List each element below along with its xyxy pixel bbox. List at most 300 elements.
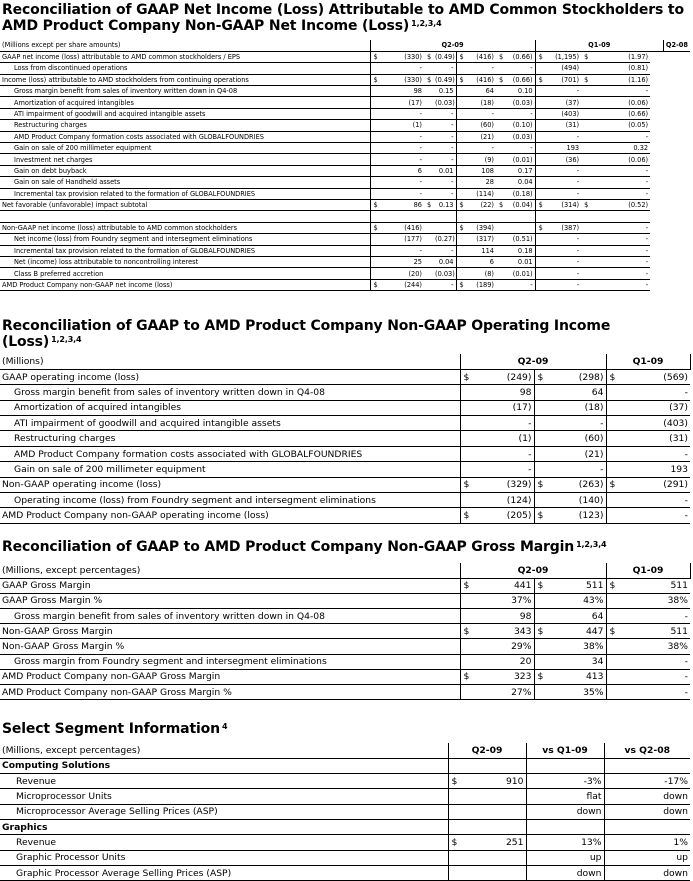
- currency-symbol: [370, 154, 379, 165]
- currency-symbol: [496, 256, 505, 267]
- row-value: (244): [379, 279, 424, 290]
- row-value: (0.18): [505, 188, 535, 199]
- period-header: Q1-09: [606, 354, 690, 369]
- row-value: (37): [616, 400, 690, 415]
- row-value: -: [544, 256, 581, 267]
- row-label: Graphic Processor Units: [0, 850, 448, 865]
- group-name: Graphics: [0, 819, 448, 834]
- table-row: [0, 865, 690, 880]
- table-row: [0, 416, 690, 431]
- row-label: Revenue: [0, 835, 448, 850]
- row-value: -: [433, 63, 456, 74]
- row-value: -: [544, 268, 581, 279]
- row-value: (123): [544, 508, 606, 523]
- row-value: (205): [470, 508, 534, 523]
- row-label: Income (loss) attributable to AMD stockholders from continuing operations: [0, 74, 370, 85]
- row-value: 108: [465, 165, 496, 176]
- currency-symbol: [534, 609, 544, 624]
- row-value: 0.01: [433, 165, 456, 176]
- currency-symbol: $: [460, 578, 470, 593]
- group-spacer: [448, 819, 460, 834]
- row-value: up: [604, 850, 690, 865]
- row-value: (329): [470, 477, 534, 492]
- row-value: (0.27): [435, 235, 455, 244]
- row-label: AMD Product Company non-GAAP net income (loss): [0, 279, 370, 290]
- row-value: -: [379, 154, 424, 165]
- currency-symbol: [534, 431, 544, 446]
- currency-symbol: [581, 177, 590, 188]
- currency-symbol: [448, 804, 460, 819]
- row-value: -: [379, 245, 424, 256]
- currency-symbol: [370, 211, 379, 222]
- row-label: Operating income (loss) from Foundry segment and intersegment eliminations: [0, 493, 460, 508]
- net-income-title: [2, 2, 692, 34]
- row-value: 114: [465, 245, 496, 256]
- row-value: (177): [379, 234, 424, 245]
- row-label: Restructuring charges: [0, 120, 370, 131]
- currency-symbol: $: [534, 624, 544, 639]
- currency-symbol: [460, 493, 470, 508]
- currency-symbol: $: [460, 477, 470, 492]
- row-value: -: [433, 279, 456, 290]
- row-value: -: [470, 446, 534, 461]
- operating-income-title-line2: (Loss): [2, 334, 50, 350]
- table-row: [0, 593, 690, 608]
- row-value: -: [433, 245, 456, 256]
- table-row: [0, 578, 690, 593]
- row-value: (0.66): [590, 108, 650, 119]
- currency-symbol: [606, 609, 616, 624]
- currency-symbol: [496, 279, 505, 290]
- row-value: 413: [544, 669, 606, 684]
- currency-symbol: [581, 234, 590, 245]
- table-row: [0, 462, 690, 477]
- row-label: GAAP Gross Margin: [0, 578, 460, 593]
- currency-symbol: $: [424, 74, 433, 85]
- currency-symbol: [581, 86, 590, 97]
- row-label: GAAP Gross Margin %: [0, 593, 460, 608]
- group-row: [0, 819, 690, 834]
- row-value: (17): [470, 400, 534, 415]
- group-spacer: [460, 758, 526, 773]
- row-value: (387): [544, 222, 581, 233]
- row-value: 0.04: [433, 256, 456, 267]
- row-value: flat: [526, 789, 604, 804]
- currency-symbol: [370, 165, 379, 176]
- currency-symbol: $: [456, 199, 465, 210]
- row-value: 0.18: [505, 245, 535, 256]
- table-row: [0, 97, 690, 108]
- row-value: (298): [544, 369, 606, 384]
- row-value: (0.66): [505, 74, 535, 85]
- currency-symbol: $: [448, 774, 460, 789]
- currency-symbol: [370, 86, 379, 97]
- row-value: 0.10: [505, 86, 535, 97]
- currency-symbol: [496, 222, 505, 233]
- currency-symbol: [460, 685, 470, 700]
- currency-symbol: [424, 120, 433, 131]
- row-value: down: [604, 865, 690, 880]
- currency-symbol: $: [370, 279, 379, 290]
- row-value: -: [590, 245, 650, 256]
- row-label: GAAP net income (loss) attributable to AMD common stockholders / EPS: [0, 51, 370, 62]
- row-label: Investment net charges: [0, 154, 370, 165]
- currency-symbol: [456, 131, 465, 142]
- row-value: [379, 211, 424, 222]
- currency-symbol: [535, 97, 544, 108]
- currency-symbol: [606, 446, 616, 461]
- currency-symbol: $: [448, 835, 460, 850]
- table-row: [0, 609, 690, 624]
- row-value: -: [616, 685, 690, 700]
- currency-symbol: [456, 165, 465, 176]
- row-label: Non-GAAP operating income (loss): [0, 477, 460, 492]
- row-value: (0.01): [505, 154, 535, 165]
- period-header: Q2-09: [448, 743, 526, 758]
- row-value: -: [470, 462, 534, 477]
- currency-symbol: [370, 108, 379, 119]
- row-value: [465, 211, 496, 222]
- row-value: -: [590, 279, 650, 290]
- row-value: 0.17: [505, 165, 535, 176]
- currency-symbol: [456, 256, 465, 267]
- currency-symbol: [424, 165, 433, 176]
- currency-symbol: [456, 97, 465, 108]
- currency-symbol: $: [460, 669, 470, 684]
- currency-symbol: [496, 245, 505, 256]
- row-value: -: [590, 131, 650, 142]
- currency-symbol: [581, 154, 590, 165]
- row-value: down: [526, 865, 604, 880]
- period-header: Q2-09: [460, 563, 606, 578]
- row-value: (0.06): [590, 97, 650, 108]
- table-row: [0, 789, 690, 804]
- row-value: -: [616, 385, 690, 400]
- table-row: [0, 624, 690, 639]
- currency-symbol: [370, 234, 379, 245]
- currency-symbol: [456, 120, 465, 131]
- row-label: AMD Product Company formation costs associated with GLOBALFOUNDRIES: [0, 131, 370, 142]
- table-row: [0, 369, 690, 384]
- currency-symbol: $: [606, 578, 616, 593]
- row-value: -: [505, 279, 535, 290]
- row-value: (330): [379, 51, 424, 62]
- currency-symbol: [581, 245, 590, 256]
- currency-symbol: [534, 462, 544, 477]
- group-spacer: [448, 758, 460, 773]
- operating-income-table: [0, 354, 690, 524]
- table-row: [0, 131, 690, 142]
- row-value: (0.05): [590, 120, 650, 131]
- row-value: 0.15: [433, 86, 456, 97]
- currency-symbol: [535, 245, 544, 256]
- currency-symbol: [496, 120, 505, 131]
- row-value: (263): [544, 477, 606, 492]
- row-value: (20): [379, 268, 424, 279]
- currency-symbol: [535, 211, 544, 222]
- segment-table: [0, 743, 690, 881]
- row-value: -: [433, 154, 456, 165]
- row-value: 447: [544, 624, 606, 639]
- table-row: [0, 234, 690, 245]
- row-value: (17): [379, 97, 424, 108]
- period-header: Q2-08: [663, 40, 690, 51]
- table-row: [0, 165, 690, 176]
- currency-symbol: [460, 385, 470, 400]
- row-value: -: [433, 131, 456, 142]
- row-value: down: [604, 804, 690, 819]
- table-row: [0, 120, 690, 131]
- currency-symbol: [460, 416, 470, 431]
- row-value: (0.04): [505, 199, 535, 210]
- currency-symbol: [581, 256, 590, 267]
- row-label: Gross margin benefit from sales of inventory written down in Q4-08: [0, 385, 460, 400]
- table-row: [0, 669, 690, 684]
- currency-symbol: [496, 188, 505, 199]
- currency-symbol: [606, 654, 616, 669]
- units-label: (Millions, except percentages): [0, 743, 448, 758]
- currency-symbol: $: [456, 279, 465, 290]
- row-value: -: [616, 493, 690, 508]
- currency-symbol: [581, 188, 590, 199]
- currency-symbol: $: [535, 74, 544, 85]
- currency-symbol: [496, 268, 505, 279]
- row-value: 6: [379, 165, 424, 176]
- currency-symbol: [581, 108, 590, 119]
- currency-symbol: [581, 279, 590, 290]
- currency-symbol: $: [534, 477, 544, 492]
- currency-symbol: [535, 143, 544, 154]
- row-value: -: [465, 63, 496, 74]
- row-value: [433, 211, 456, 222]
- row-value: 98: [379, 86, 424, 97]
- currency-symbol: [535, 154, 544, 165]
- currency-symbol: [456, 63, 465, 74]
- row-value: down: [526, 804, 604, 819]
- row-value: 25: [379, 256, 424, 267]
- currency-symbol: [581, 143, 590, 154]
- currency-symbol: [535, 234, 544, 245]
- currency-symbol: $: [534, 369, 544, 384]
- row-label: Gross margin benefit from sales of inventory written down in Q4-08: [0, 86, 370, 97]
- currency-symbol: $: [535, 199, 544, 210]
- currency-symbol: [535, 63, 544, 74]
- currency-symbol: [535, 165, 544, 176]
- row-label: Revenue: [0, 774, 448, 789]
- row-value: 511: [616, 624, 690, 639]
- group-spacer: [460, 819, 526, 834]
- units-label: (Millions, except percentages): [0, 563, 460, 578]
- row-value: 441: [470, 578, 534, 593]
- table-row: [0, 400, 690, 415]
- row-value: 37%: [470, 593, 534, 608]
- row-value: 343: [470, 624, 534, 639]
- currency-symbol: [496, 211, 505, 222]
- header-row: [0, 563, 690, 578]
- currency-symbol: [456, 211, 465, 222]
- row-label: Loss from discontinued operations: [0, 63, 370, 74]
- row-value: -: [616, 508, 690, 523]
- row-value: (0.81): [590, 63, 650, 74]
- currency-symbol: [534, 385, 544, 400]
- period-header: Q2-09: [460, 354, 606, 369]
- currency-symbol: [534, 685, 544, 700]
- row-value: -: [379, 143, 424, 154]
- group-spacer: [604, 758, 690, 773]
- row-value: 6: [465, 256, 496, 267]
- period-header: Q2-09: [370, 40, 535, 51]
- row-value: -: [433, 120, 456, 131]
- row-value: -: [544, 165, 581, 176]
- header-row: [0, 40, 690, 51]
- currency-symbol: $: [370, 51, 379, 62]
- currency-symbol: [424, 131, 433, 142]
- row-value: -: [505, 143, 535, 154]
- currency-symbol: $: [456, 74, 465, 85]
- table-row: [0, 774, 690, 789]
- row-value: -: [590, 188, 650, 199]
- currency-symbol: [424, 256, 433, 267]
- gross-margin-title-footnotes: 1,2,3,4: [576, 540, 607, 549]
- row-value: down: [604, 789, 690, 804]
- currency-symbol: [460, 400, 470, 415]
- table-row: [0, 508, 690, 523]
- row-value: -: [379, 63, 424, 74]
- row-value: (140): [544, 493, 606, 508]
- currency-symbol: [535, 120, 544, 131]
- currency-symbol: [370, 245, 379, 256]
- currency-symbol: $: [496, 51, 505, 62]
- row-value: [433, 222, 456, 233]
- currency-symbol: [456, 245, 465, 256]
- row-value: -: [590, 165, 650, 176]
- row-value: 0.13: [433, 199, 456, 210]
- row-value: (403): [616, 416, 690, 431]
- row-value: 1%: [604, 835, 690, 850]
- row-label: AMD Product Company non-GAAP Gross Margin: [0, 669, 460, 684]
- table-row: [0, 86, 690, 97]
- row-value: up: [526, 850, 604, 865]
- row-value: -: [465, 108, 496, 119]
- row-value: 20: [470, 654, 534, 669]
- currency-symbol: [534, 639, 544, 654]
- row-value: -: [544, 279, 581, 290]
- currency-symbol: [370, 177, 379, 188]
- table-row: [0, 74, 690, 85]
- row-value: (0.03): [435, 98, 455, 107]
- row-value: 27%: [470, 685, 534, 700]
- currency-symbol: [424, 86, 433, 97]
- row-value: (0.03): [435, 269, 455, 278]
- row-value: -: [544, 245, 581, 256]
- table-row: [0, 199, 690, 210]
- row-value: 98: [470, 609, 534, 624]
- currency-symbol: [456, 177, 465, 188]
- currency-symbol: [581, 63, 590, 74]
- row-value: -: [590, 177, 650, 188]
- units-label: (Millions): [0, 354, 460, 369]
- currency-symbol: [534, 493, 544, 508]
- row-label: Net favorable (unfavorable) impact subtotal: [0, 199, 370, 210]
- row-value: [590, 211, 650, 222]
- currency-symbol: [424, 268, 433, 279]
- row-value: (21): [544, 446, 606, 461]
- row-value: 0.01: [505, 256, 535, 267]
- row-value: (124): [470, 493, 534, 508]
- row-value: 511: [544, 578, 606, 593]
- operating-income-title-footnotes: 1,2,3,4: [51, 335, 82, 344]
- row-value: -: [433, 108, 456, 119]
- row-value: -3%: [526, 774, 604, 789]
- currency-symbol: [535, 268, 544, 279]
- table-row: [0, 477, 690, 492]
- row-value: (416): [465, 74, 496, 85]
- currency-symbol: [606, 385, 616, 400]
- row-value: -: [616, 669, 690, 684]
- table-row: [0, 654, 690, 669]
- table-row: [0, 385, 690, 400]
- row-value: (0.10): [505, 120, 535, 131]
- segment-title-text: Select Segment Information: [2, 721, 220, 737]
- row-value: (317): [465, 234, 496, 245]
- currency-symbol: [535, 279, 544, 290]
- row-value: -: [379, 177, 424, 188]
- row-value: -: [433, 188, 456, 199]
- row-label: Amortization of acquired intangibles: [0, 97, 370, 108]
- table-row: [0, 222, 690, 233]
- table-row: [0, 639, 690, 654]
- currency-symbol: [496, 63, 505, 74]
- row-label: ATI impairment of goodwill and acquired intangible assets: [0, 108, 370, 119]
- group-name: Computing Solutions: [0, 758, 448, 773]
- row-value: (394): [465, 222, 496, 233]
- currency-symbol: $: [534, 508, 544, 523]
- row-value: 98: [470, 385, 534, 400]
- currency-symbol: [424, 108, 433, 119]
- currency-symbol: [460, 462, 470, 477]
- units-label: (Millions except per share amounts): [0, 40, 370, 51]
- currency-symbol: [534, 416, 544, 431]
- currency-symbol: $: [496, 199, 505, 210]
- segment-section: [0, 721, 693, 879]
- row-label: Net (income) loss attributable to noncontrolling interest: [0, 256, 370, 267]
- currency-symbol: $: [460, 508, 470, 523]
- row-value: 193: [544, 143, 581, 154]
- currency-symbol: [581, 131, 590, 142]
- currency-symbol: $: [535, 222, 544, 233]
- row-value: [505, 222, 535, 233]
- currency-symbol: $: [581, 199, 590, 210]
- row-value: (0.52): [590, 199, 650, 210]
- currency-symbol: $: [456, 222, 465, 233]
- row-value: (701): [544, 74, 581, 85]
- row-value: [460, 804, 526, 819]
- currency-symbol: [496, 165, 505, 176]
- table-row: [0, 835, 690, 850]
- currency-symbol: [460, 593, 470, 608]
- row-value: (0.51): [505, 234, 535, 245]
- row-value: (9): [465, 154, 496, 165]
- currency-symbol: [606, 431, 616, 446]
- row-value: 29%: [470, 639, 534, 654]
- currency-symbol: [534, 400, 544, 415]
- period-header: vs Q2-08: [604, 743, 690, 758]
- currency-symbol: [424, 222, 433, 233]
- group-spacer: [604, 819, 690, 834]
- row-value: (31): [544, 120, 581, 131]
- row-value: [460, 865, 526, 880]
- row-value: -: [590, 256, 650, 267]
